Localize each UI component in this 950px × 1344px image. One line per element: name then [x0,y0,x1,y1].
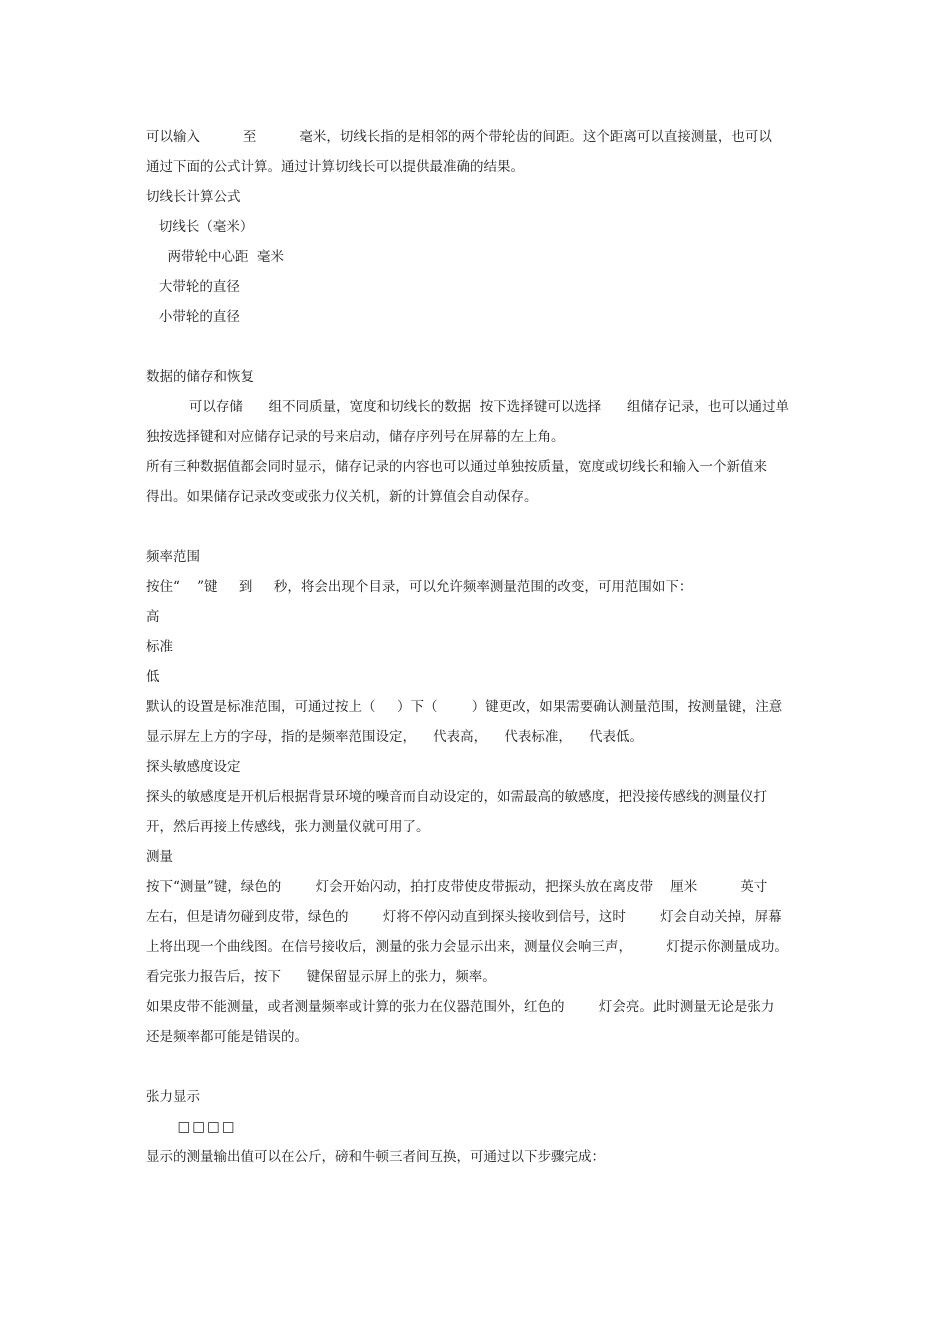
paragraph-line: 可以存储 组不同质量，宽度和切线长的数据 按下选择键可以选择 组储存记录，也可以通过单 [146,399,789,415]
section-heading: 探头敏感度设定 [146,759,241,775]
paragraph-line: 还是频率都可能是错误的。 [146,1029,308,1045]
paragraph-line: 按下“测量”键，绿色的 灯会开始闪动，拍打皮带使皮带振动，把探头放在离皮带 厘米 英寸 [146,879,768,895]
paragraph-line: 独按选择键和对应储存记录的号来启动，储存序列号在屏幕的左上角。 [146,429,565,445]
paragraph-line: 探头的敏感度是开机后根据背景环境的噪音而自动设定的，如需最高的敏感度，把没接传感线的测量仪打 [146,789,767,805]
display-squares: □□□□ [146,1119,237,1135]
paragraph-line: 按住“ ”键 到 秒，将会出现个目录，可以允许频率测量范围的改变，可用范围如下： [146,579,693,595]
section-heading: 张力显示 [146,1089,200,1105]
section-heading: 数据的储存和恢复 [146,369,254,385]
paragraph-line: 上将出现一个曲线图。在信号接收后，测量的张力会显示出来，测量仪会响三声， 灯提示你测量成功。 [146,939,788,955]
paragraph-line: 显示的测量输出值可以在公斤，磅和牛顿三者间互换，可通过以下步骤完成： [146,1149,605,1165]
paragraph-line: 左右，但是请勿碰到皮带，绿色的 灯将不停闪动直到探头接收到信号，这时 灯会自动关掉，屏幕 [146,909,782,925]
section-heading: 测量 [146,849,173,865]
formula-line: 切线长（毫米） [146,219,254,235]
section-heading: 频率范围 [146,549,200,565]
formula-line: 小带轮的直径 [146,309,240,325]
list-item: 低 [146,669,160,685]
paragraph-line: 默认的设置是标准范围，可通过按上（ ）下（ ）键更改，如果需要确认测量范围，按测量键，注意 [146,699,783,715]
paragraph-line: 看完张力报告后，按下 键保留显示屏上的张力，频率。 [146,969,496,985]
paragraph-line: 开，然后再接上传感线，张力测量仪就可用了。 [146,819,430,835]
section-heading: 切线长计算公式 [146,189,241,205]
paragraph-line: 所有三种数据值都会同时显示，储存记录的内容也可以通过单独按质量，宽度或切线长和输入一个新值来 [146,459,767,475]
formula-line: 两带轮中心距 毫米 [146,249,285,265]
paragraph-line: 显示屏左上方的字母，指的是频率范围设定， 代表高， 代表标准， 代表低。 [146,729,643,745]
paragraph-line: 如果皮带不能测量，或者测量频率或计算的张力在仪器范围外，红色的 灯会亮。此时测量无论是张力 [146,999,775,1015]
paragraph-line: 通过下面的公式计算。通过计算切线长可以提供最准确的结果。 [146,159,524,175]
formula-line: 大带轮的直径 [146,279,240,295]
paragraph-line: 得出。如果储存记录改变或张力仪关机，新的计算值会自动保存。 [146,489,538,505]
list-item: 标准 [146,639,173,655]
list-item: 高 [146,609,160,625]
paragraph-line: 可以输入 至 毫米，切线长指的是相邻的两个带轮齿的间距。这个距离可以直接测量，也可以 [146,129,772,145]
